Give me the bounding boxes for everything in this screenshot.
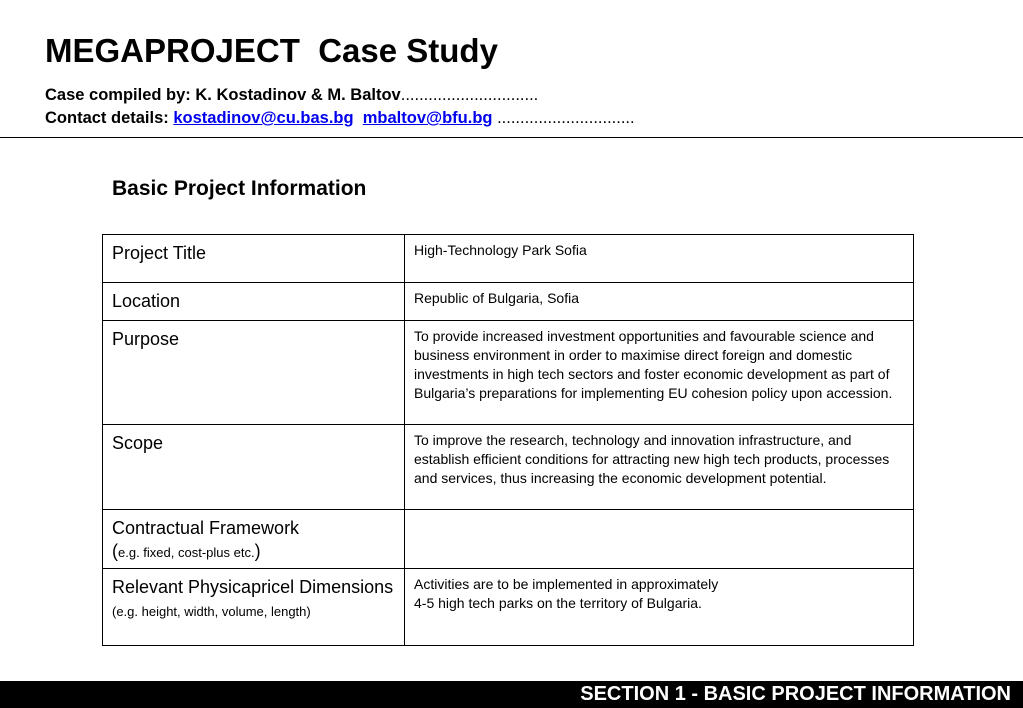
table-row (103, 283, 914, 321)
row-label: Project Title (103, 235, 405, 283)
row-label-note: e.g. fixed, cost-plus etc. (118, 545, 255, 561)
row-label: Location (103, 283, 405, 321)
row-label-paren-close: ) (254, 541, 261, 562)
email-link-kostadinov[interactable]: kostadinov@cu.bas.bg (173, 109, 354, 127)
compiled-by-line (45, 86, 538, 105)
footer-bar (0, 681, 1023, 708)
header-divider (0, 137, 1023, 138)
row-value (405, 510, 914, 569)
row-value: High-Technology Park Sofia (405, 235, 914, 283)
row-label: Scope (103, 425, 405, 510)
contact-details-dots: .............................. (492, 109, 635, 127)
row-value: Republic of Bulgaria, Sofia (405, 283, 914, 321)
row-label-main: Contractual Framework (112, 518, 300, 538)
contact-details-label: Contact details: (45, 109, 174, 127)
row-value-line-2: 4-5 high tech parks on the territory of Bulgaria. (414, 594, 702, 611)
footer-section-title: SECTION 1 - BASIC PROJECT INFORMATION (580, 683, 1011, 705)
compiled-by-dots: .............................. (400, 86, 539, 104)
row-label: Purpose (103, 321, 405, 425)
row-label-main: Relevant Physicapricel Dimensions (112, 577, 394, 597)
compiled-by-text: Case compiled by: K. Kostadinov & M. Baltov (45, 86, 401, 104)
table-row (103, 569, 914, 646)
row-label (103, 569, 405, 646)
table-row (103, 235, 914, 283)
table-row (103, 425, 914, 510)
row-label (103, 510, 405, 569)
page-title: MEGAPROJECT Case Study (45, 32, 498, 69)
contact-details-line (45, 109, 635, 128)
project-info-table (102, 234, 914, 646)
row-label-note: (e.g. height, width, volume, length) (112, 604, 311, 620)
row-value: To improve the research, technology and innovation infrastructure, and establish efficient conditions for attracting new high tech products, processes and services, thus increasing the economic development potential. (405, 425, 914, 510)
table-row (103, 321, 914, 425)
row-label-paren-open: ( (112, 541, 118, 562)
table-row (103, 510, 914, 569)
row-value: To provide increased investment opportunities and favourable science and business environment in order to maximise direct foreign and domestic investments in high tech sectors and foster economic development as part of Bulgaria’s preparations for implementing EU cohesion policy upon accession. (405, 321, 914, 425)
email-link-baltov[interactable]: mbaltov@bfu.bg (362, 109, 493, 127)
row-value-line-1: Activities are to be implemented in approximately (414, 576, 719, 592)
row-value (405, 569, 914, 646)
section-heading: Basic Project Information (112, 177, 367, 200)
